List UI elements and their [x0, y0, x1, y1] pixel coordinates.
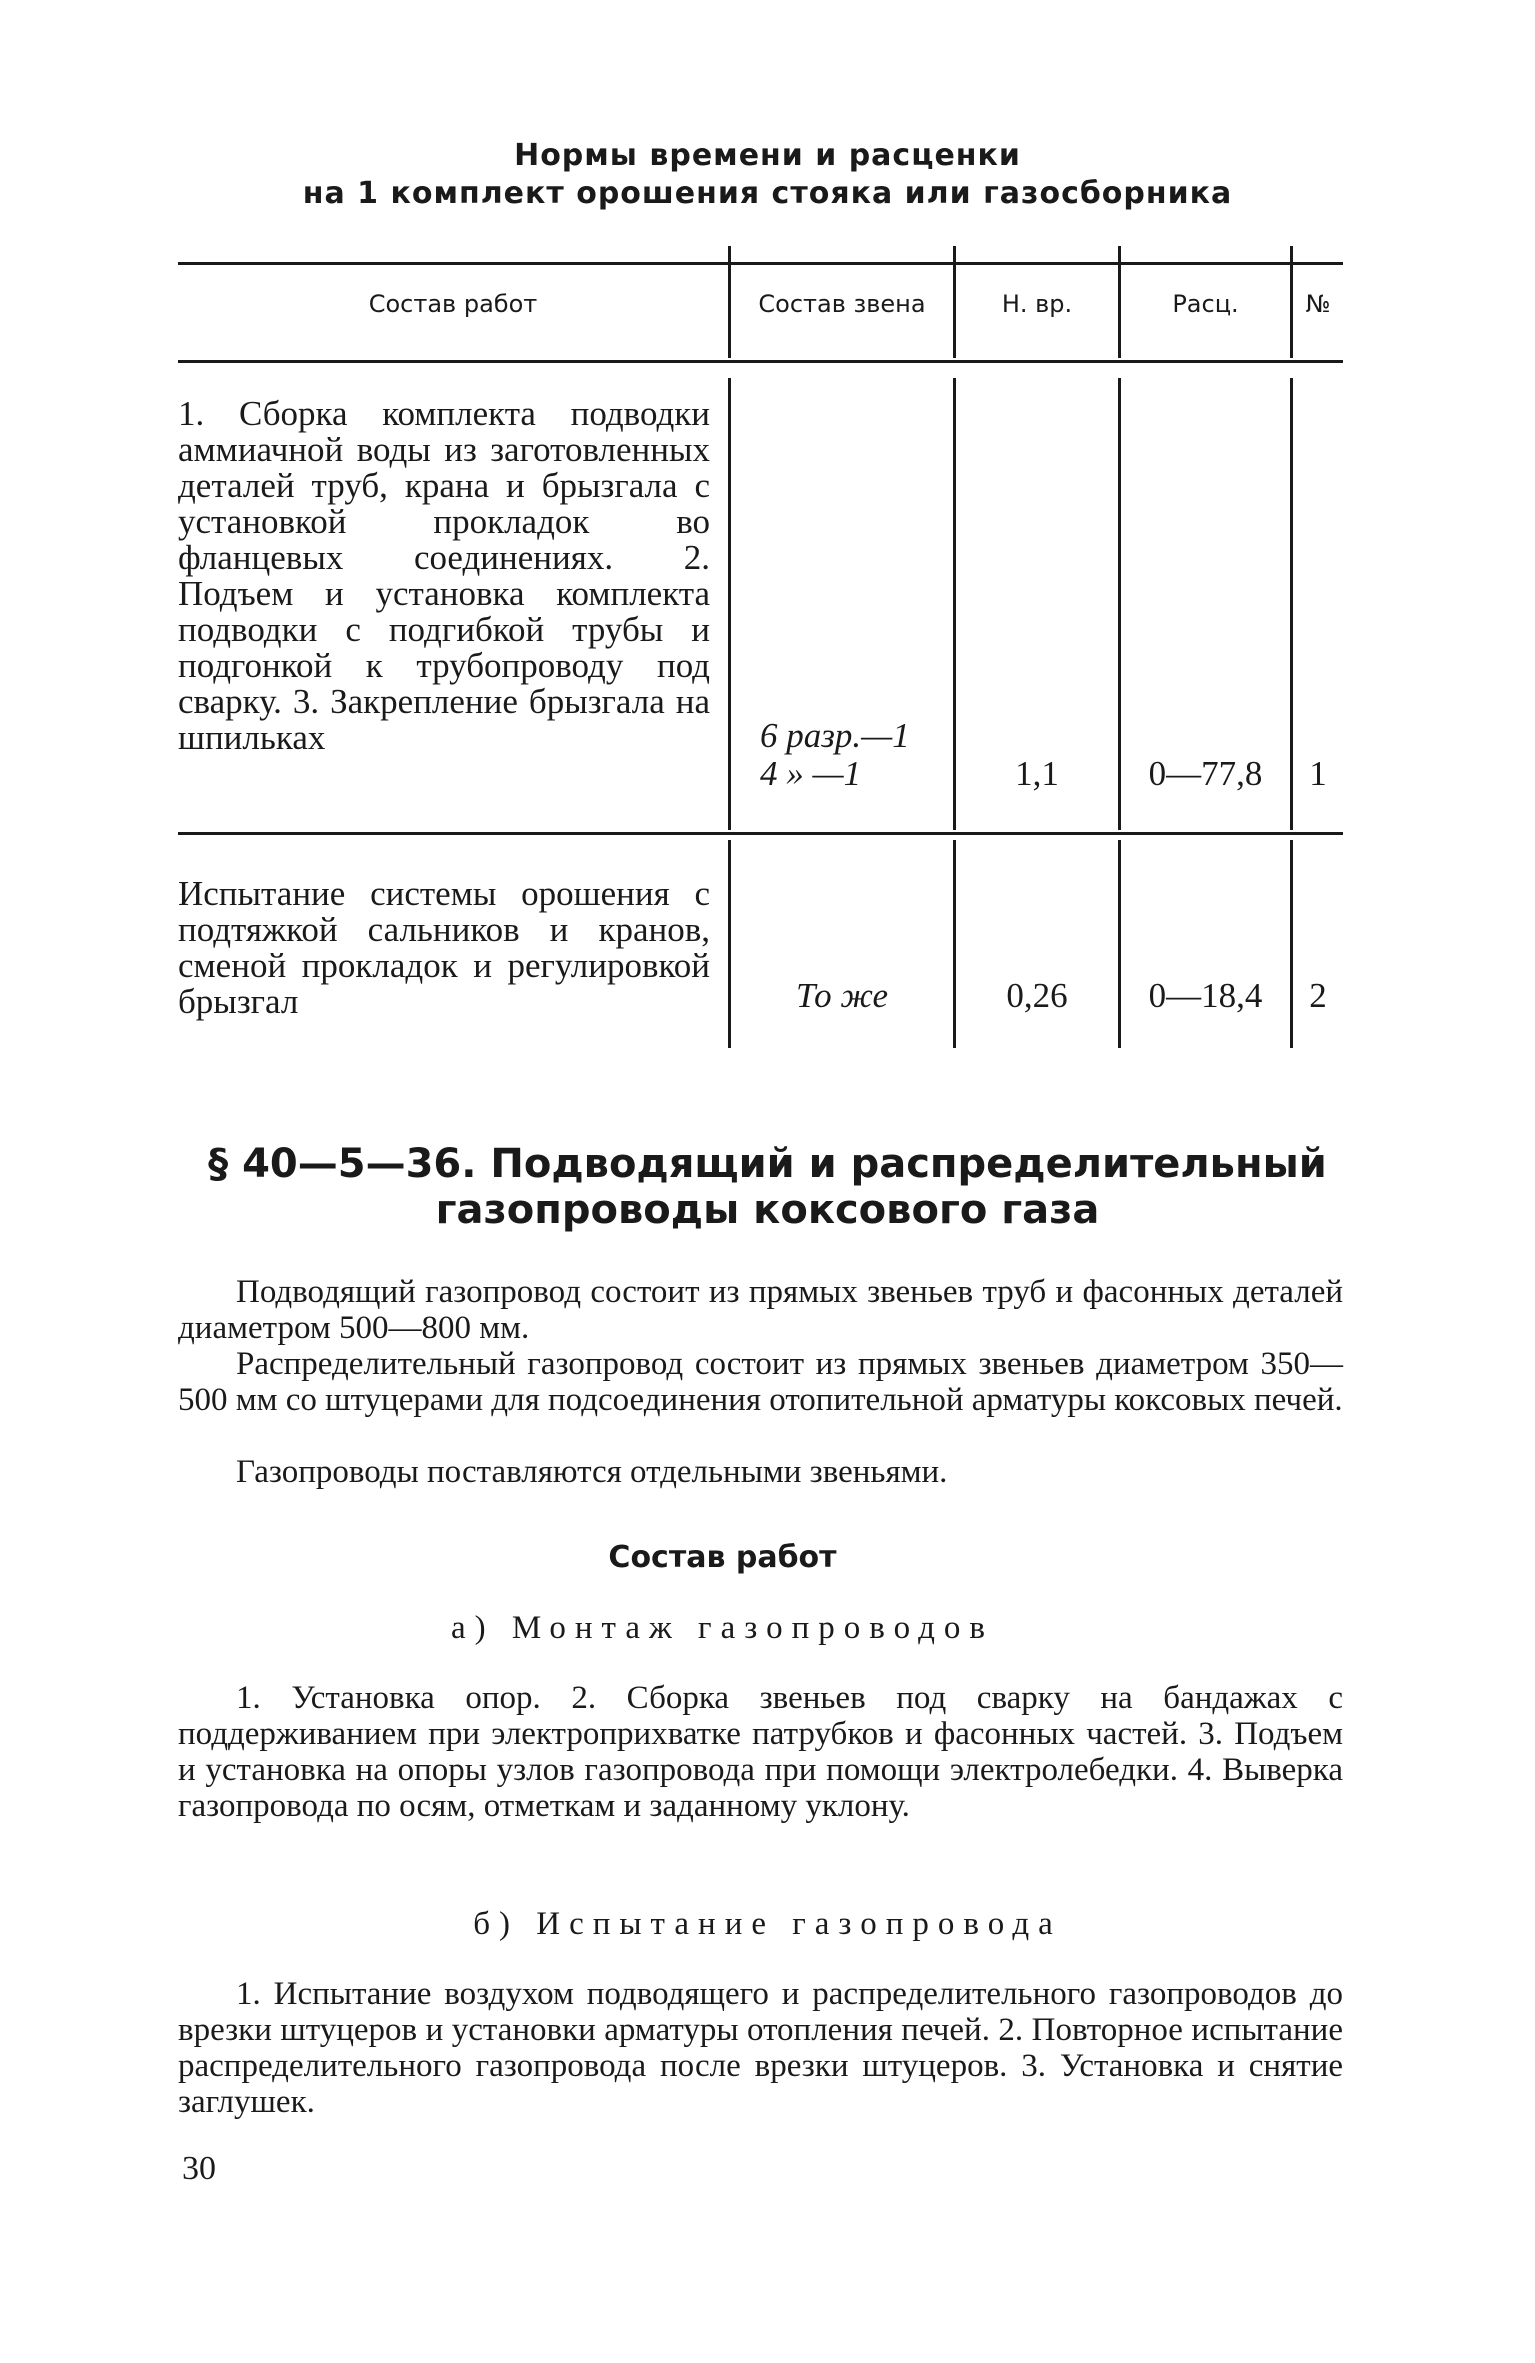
- row2-number: 2: [1309, 976, 1327, 1015]
- col-divider: [1118, 840, 1121, 1048]
- col-header-norm: Н. вр.: [1001, 290, 1073, 318]
- subheading-testing: б) Испытание газопровода: [473, 1906, 1062, 1942]
- row1-number: 1: [1309, 754, 1327, 793]
- section-title-line1: § 40—5—36. Подводящий и распределительный: [208, 1141, 1327, 1187]
- row2-rate: 0—18,4: [1148, 976, 1263, 1015]
- col-divider: [728, 840, 731, 1048]
- table-top-rule: [178, 262, 1343, 265]
- table-title-line2: на 1 комплект орошения стояка или газосборника: [302, 176, 1233, 211]
- row2-crew: То же: [795, 976, 889, 1015]
- paragraph-delivery: Газопроводы поставляются отдельными звеньями.: [236, 1454, 948, 1490]
- col-header-crew: Состав звена: [758, 290, 926, 318]
- row2-work-description: Испытание системы орошения с подтяжкой сальников и кранов, сменой прокладок и регулировкой брызгал: [178, 874, 710, 1021]
- work-composition-heading: Состав работ: [608, 1540, 837, 1575]
- page-number: 30: [182, 2150, 216, 2187]
- row1-crew-line1: 6 разр.—1: [760, 716, 910, 755]
- col-divider: [953, 840, 956, 1048]
- paragraph-distribution-pipeline: Распределительный газопровод состоит из прямых звеньев диаметром 350—500 мм со штуцерами для подсоединения отопительной арматуры коксовых печей.: [178, 1346, 1343, 1418]
- table-header-rule: [178, 360, 1343, 363]
- paragraph-testing-steps: 1. Испытание воздухом подводящего и распределительного газопроводов до врезки штуцеров и установки арматуры отопления печей. 2. Повторное испытание распределительного газопровода после врезки штуцеров. 3. Установка и снятие заглушек.: [178, 1976, 1343, 2120]
- paragraph-feed-pipeline: Подводящий газопровод состоит из прямых звеньев труб и фасонных деталей диаметром 500—800 мм.: [178, 1274, 1343, 1346]
- col-divider: [728, 378, 731, 830]
- row1-work-description: 1. Сборка комплекта подводки аммиачной воды из заготовленных деталей труб, крана и брызгала с установкой прокладок во фланцевых соединениях. 2. Подъем и установка комплекта подводки с подгибкой трубы и подгонкой к трубопроводу под сварку. 3. Закрепление брызгала на шпильках: [178, 394, 710, 757]
- subheading-installation: а) Монтаж газопроводов: [450, 1610, 995, 1646]
- col-divider: [1290, 840, 1293, 1048]
- col-header-rate: Расц.: [1172, 290, 1239, 318]
- row1-norm: 1,1: [1015, 754, 1059, 793]
- row1-rate: 0—77,8: [1148, 754, 1263, 793]
- row1-crew-line2: 4 » —1: [760, 754, 862, 793]
- col-header-work: Состав работ: [368, 290, 538, 318]
- table-title-line1: Нормы времени и расценки: [514, 138, 1021, 173]
- col-header-number: №: [1305, 290, 1331, 318]
- table-row-divider: [178, 832, 1343, 835]
- section-title-line2: газопроводы коксового газа: [435, 1187, 1100, 1233]
- row2-norm: 0,26: [1006, 976, 1068, 1015]
- paragraph-installation-steps: 1. Установка опор. 2. Сборка звеньев под сварку на бандажах с поддерживанием при электроприхватке патрубков и фасонных частей. 3. Подъем и установка на опоры узлов газопровода при помощи электролебедки. 4. Выверка газопровода по осям, отметкам и заданному уклону.: [178, 1680, 1343, 1824]
